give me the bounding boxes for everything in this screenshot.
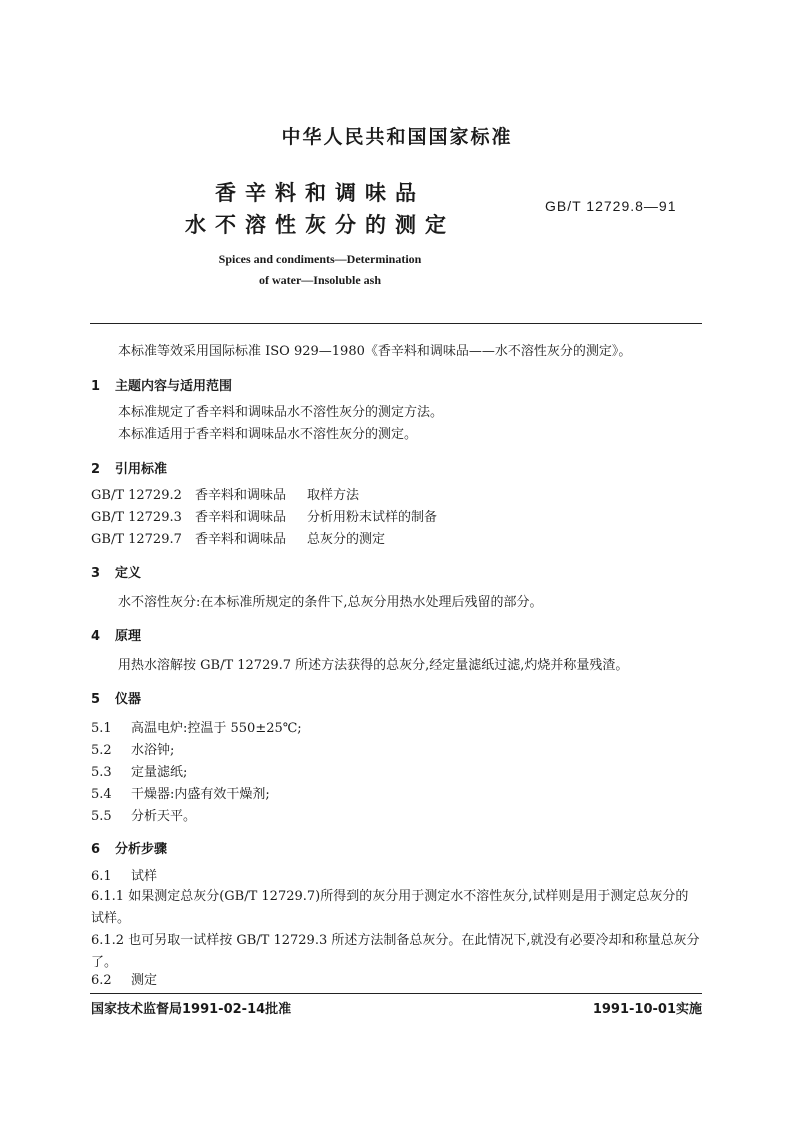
section-6-heading xyxy=(91,838,167,857)
section-title: 仪器 xyxy=(115,692,142,707)
implementation-date: 1991-10-01实施 xyxy=(592,1002,702,1017)
section-5-heading xyxy=(91,688,141,707)
section-number: 3 xyxy=(91,566,101,581)
standard-code: GB/T 12729.8—91 xyxy=(545,198,677,214)
item-text: 水浴钟; xyxy=(131,743,175,758)
section-title: 定义 xyxy=(115,566,142,581)
instrument-item xyxy=(91,785,270,805)
reference-name: 香辛料和调味品 xyxy=(195,532,287,547)
item-text: 分析天平。 xyxy=(131,809,197,824)
item-number: 6.1 xyxy=(91,869,112,884)
section-2-heading xyxy=(91,458,167,477)
instrument-item xyxy=(91,807,196,827)
reference-code: GB/T 12729.3 xyxy=(91,510,182,525)
english-title-line1: Spices and condiments—Determination xyxy=(218,252,422,266)
reference-name: 香辛料和调味品 xyxy=(195,510,287,525)
reference-code: GB/T 12729.7 xyxy=(91,532,182,547)
header-divider xyxy=(90,323,702,324)
section-number: 5 xyxy=(91,692,101,707)
section-1-paragraph-1: 本标准规定了香辛料和调味品水不溶性灰分的测定方法。 xyxy=(118,405,444,420)
org-title: 中华人民共和国国家标准 xyxy=(281,126,513,148)
section-number: 6 xyxy=(91,842,101,857)
item-number: 6.2 xyxy=(91,973,112,988)
approval-date: 国家技术监督局1991-02-14批准 xyxy=(91,1002,292,1017)
intro-paragraph: 本标准等效采用国际标准 ISO 929—1980《香辛料和调味品——水不溶性灰分的测定》。 xyxy=(118,344,632,359)
item-text: 测定 xyxy=(131,973,158,988)
item-text: 高温电炉:控温于 550±25℃; xyxy=(131,721,302,736)
section-3-paragraph: 水不溶性灰分:在本标准所规定的条件下,总灰分用热水处理后残留的部分。 xyxy=(118,595,543,610)
item-number: 5.3 xyxy=(91,765,112,780)
subsection-6-1-1: 6.1.1 如果测定总灰分(GB/T 12729.7)所得到的灰分用于测定水不溶性灰分,试样则是用于测定总灰分的试样。 xyxy=(91,889,689,926)
item-number: 5.4 xyxy=(91,787,112,802)
subsection-6-2 xyxy=(91,971,157,991)
item-number: 5.2 xyxy=(91,743,112,758)
item-text: 干燥器:内盛有效干燥剂; xyxy=(131,787,270,802)
reference-desc: 取样方法 xyxy=(307,488,360,503)
reference-item xyxy=(91,508,437,528)
item-text: 定量滤纸; xyxy=(131,765,188,780)
section-4-heading xyxy=(91,625,141,644)
item-number: 5.1 xyxy=(91,721,112,736)
footer-divider xyxy=(90,993,702,994)
section-number: 2 xyxy=(91,462,101,477)
section-number: 4 xyxy=(91,629,101,644)
instrument-item xyxy=(91,741,174,761)
subsection-6-1-2: 6.1.2 也可另取一试样按 GB/T 12729.3 所述方法制备总灰分。在此情况下,就没有必要冷却和称量总灰分了。 xyxy=(91,933,700,970)
instrument-item xyxy=(91,719,302,739)
section-3-heading xyxy=(91,562,141,581)
standard-title-line1: 香辛料和调味品 xyxy=(215,181,425,205)
reference-desc: 总灰分的测定 xyxy=(307,532,386,547)
reference-code: GB/T 12729.2 xyxy=(91,488,182,503)
subsection-6-1 xyxy=(91,867,157,887)
instrument-item xyxy=(91,763,187,783)
item-text: 试样 xyxy=(131,869,158,884)
section-title: 主题内容与适用范围 xyxy=(115,379,233,394)
section-1-paragraph-2: 本标准适用于香辛料和调味品水不溶性灰分的测定。 xyxy=(118,427,418,442)
item-number: 5.5 xyxy=(91,809,112,824)
section-title: 原理 xyxy=(115,629,142,644)
reference-name: 香辛料和调味品 xyxy=(195,488,287,503)
section-title: 引用标准 xyxy=(115,462,168,477)
reference-item xyxy=(91,530,385,550)
standard-title-line2: 水不溶性灰分的测定 xyxy=(185,213,455,237)
section-4-paragraph: 用热水溶解按 GB/T 12729.7 所述方法获得的总灰分,经定量滤纸过滤,灼烧并称量残渣。 xyxy=(118,658,629,673)
english-title-line2: of water—Insoluble ash xyxy=(258,273,381,287)
section-title: 分析步骤 xyxy=(115,842,168,857)
reference-item xyxy=(91,486,359,506)
section-1-heading xyxy=(91,375,232,394)
reference-desc: 分析用粉末试样的制备 xyxy=(307,510,438,525)
section-number: 1 xyxy=(91,379,101,394)
